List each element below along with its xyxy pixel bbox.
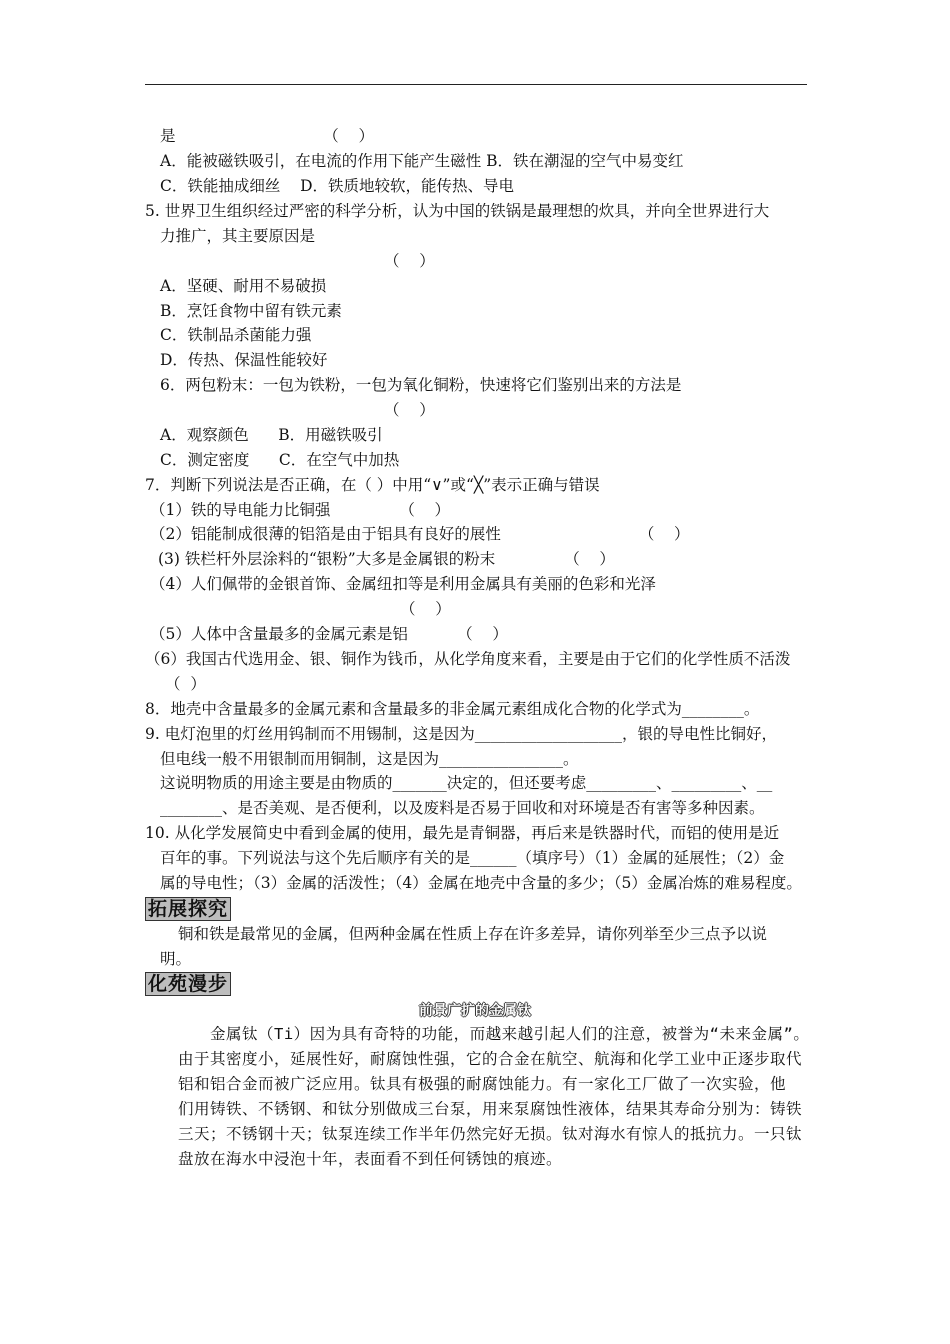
article-line: 三天；不锈钢十天；钛泵连续工作半年仍然完好无损。钛对海水有惊人的抵抗力。一只钛	[178, 1125, 803, 1143]
text-line: （6）我国古代选用金、银、铜作为钱币，从化学角度来看，主要是由于它们的化学性质不活泼	[145, 650, 791, 668]
text-line: A．观察颜色 B．用磁铁吸引	[160, 426, 383, 444]
text-line: 9. 电灯泡里的灯丝用钨制而不用锡制，这是因为___________________，银的导电性比铜好，	[145, 725, 777, 743]
text-line: 7．判断下列说法是否正确，在（ ）中用“∨”或“╳”表示正确与错误	[145, 476, 600, 494]
article-title: 前景广扩的金属钛	[419, 1003, 531, 1019]
article-line: 铝和铝合金而被广泛应用。钛具有极强的耐腐蚀能力。有一家化工厂做了一次实验，他	[178, 1075, 787, 1093]
text-line: C．铁制品杀菌能力强	[160, 326, 312, 344]
text-line: A．能被磁铁吸引，在电流的作用下能产生磁性 B．铁在潮湿的空气中易变红	[160, 152, 684, 170]
article-line: 金属钛（Ti）因为具有奇特的功能，而越来越引起人们的注意，被誉为“未来金属”。	[210, 1025, 810, 1043]
header-rule	[145, 84, 807, 85]
text-line: 但电线一般不用银制而用铜制，这是因为________________。	[160, 750, 579, 768]
text-line: （2）铝能制成很薄的铝箔是由于铝具有良好的展性 （ ）	[150, 525, 690, 543]
text-line: 力推广，其主要原因是	[160, 227, 316, 245]
text-line: 铜和铁是最常见的金属，但两种金属在性质上存在许多差异，请你列举至少三点予以说	[178, 925, 768, 943]
text-line: ________、是否美观、是否便利，以及废料是否易于回收和对环境是否有害等多种因素。	[160, 799, 765, 817]
section-heading-extension: 拓展探究	[145, 897, 231, 921]
article-line: 由于其密度小，延展性好，耐腐蚀性强，它的合金在航空、航海和化学工业中正逐步取代	[178, 1050, 803, 1068]
text-line: 这说明物质的用途主要是由物质的_______决定的，但还要考虑_________、_________、__	[160, 774, 773, 792]
text-line: (3) 铁栏杆外层涂料的“银粉”大多是金属银的粉末 （ ）	[158, 550, 615, 568]
text-line: B．烹饪食物中留有铁元素	[160, 302, 342, 320]
text-line: 5. 世界卫生组织经过严密的科学分析，认为中国的铁锅是最理想的炊具，并向全世界进行大	[145, 202, 770, 220]
text-line: （ ）	[384, 252, 435, 270]
text-line: 明。	[160, 950, 192, 968]
text-line: （ ）	[165, 675, 206, 693]
text-line: 8．地壳中含量最多的金属元素和含量最多的非金属元素组成化合物的化学式为________。	[145, 700, 760, 718]
text-line: 百年的事。下列说法与这个先后顺序有关的是______（填序号）（1）金属的延展性；（2）金	[160, 849, 785, 867]
text-line: （5）人体中含量最多的金属元素是铝 （ ）	[150, 625, 508, 643]
text-line: C．铁能抽成细丝 D．铁质地较软，能传热、导电	[160, 177, 514, 195]
article-line: 们用铸铁、不锈钢、和钛分别做成三台泵，用来泵腐蚀性液体，结果其寿命分别为：铸铁	[178, 1100, 803, 1118]
text-line: （4）人们佩带的金银首饰、金属纽扣等是利用金属具有美丽的色彩和光泽	[150, 575, 656, 593]
text-line: 6．两包粉末：一包为铁粉，一包为氧化铜粉，快速将它们鉴别出来的方法是	[160, 376, 682, 394]
article-line: 盘放在海水中浸泡十年，表面看不到任何锈蚀的痕迹。	[178, 1150, 563, 1168]
text-line: D．传热、保温性能较好	[160, 351, 328, 369]
section-heading-reading: 化苑漫步	[145, 972, 231, 996]
text-line: （ ）	[384, 401, 435, 419]
text-line: 属的导电性；（3）金属的活泼性；（4）金属在地壳中含量的多少；（5）金属冶炼的难易程度。	[160, 874, 802, 892]
text-line: A．坚硬、耐用不易破损	[160, 277, 327, 295]
text-line: 是 （ ）	[160, 127, 375, 145]
text-line: 10. 从化学发展简史中看到金属的使用，最先是青铜器，再后来是铁器时代，而铝的使用是近	[145, 824, 780, 842]
text-line: （1）铁的导电能力比铜强 （ ）	[150, 501, 451, 519]
text-line: （ ）	[400, 600, 451, 618]
text-line: C．测定密度 C．在空气中加热	[160, 451, 400, 469]
